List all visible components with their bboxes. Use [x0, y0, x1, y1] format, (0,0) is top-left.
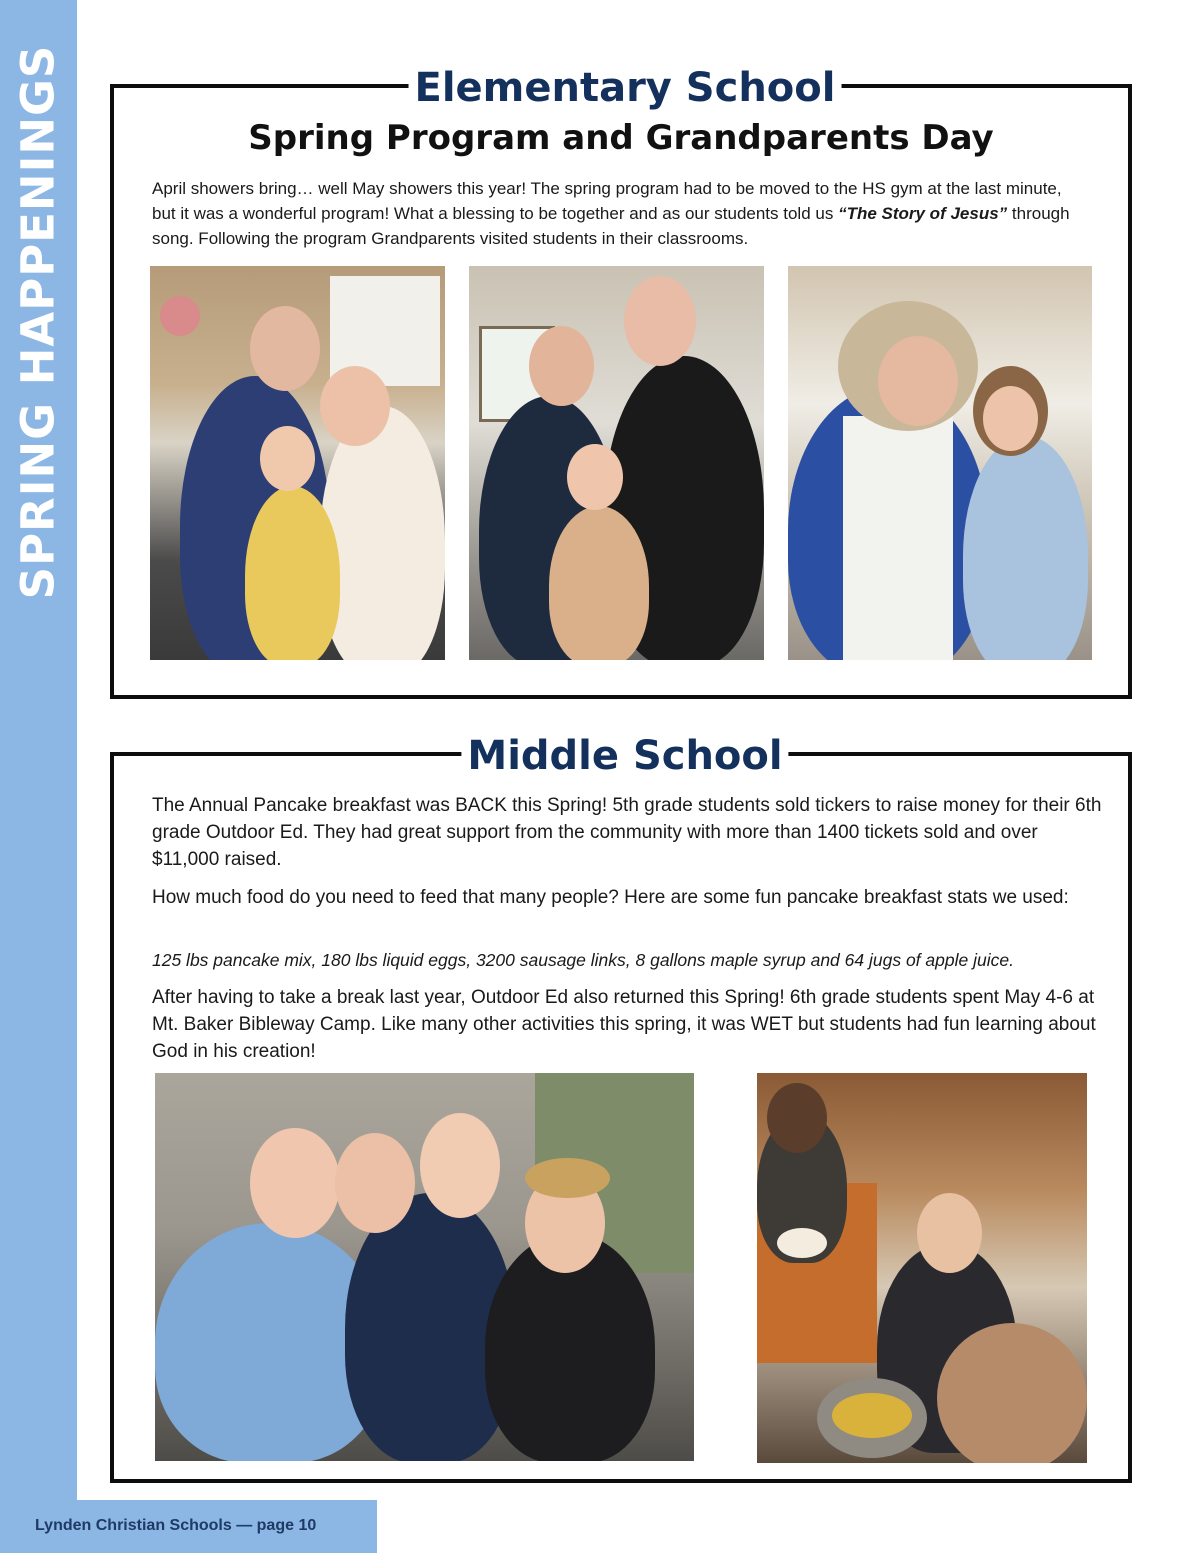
elementary-body-post: through song. Following the program Grandparents visited students in their classrooms. — [152, 204, 1070, 248]
photo-outdoor-ed — [155, 1073, 694, 1461]
photo-grandmother-girl — [788, 266, 1092, 660]
middle-section — [110, 733, 1132, 1483]
sidebar — [0, 0, 77, 1500]
elementary-body-pre: April showers bring… well May showers this year! The spring program had to be moved to the HS gym at the last minute, but it was a wonderful program! What a blessing to be together and as our students told us — [152, 179, 1062, 223]
footer-text: Lynden Christian Schools — page 10 — [35, 1517, 317, 1534]
middle-heading: Middle School — [461, 734, 788, 778]
middle-para-3: After having to take a break last year, Outdoor Ed also returned this Spring! 6th grade students spent May 4-6 at Mt. Baker Bibleway Camp. Like many other activities this spring, it was WET but students had fun learning about God in his creation! — [152, 987, 1096, 1062]
footer-bar — [0, 1500, 377, 1553]
elementary-body — [152, 176, 1072, 251]
middle-para-2: How much food do you need to feed that many people? Here are some fun pancake breakfast stats we used: — [152, 887, 1069, 908]
middle-para-1: The Annual Pancake breakfast was BACK this Spring! 5th grade students sold tickers to raise money for their 6th grade Outdoor Ed. They had great support from the community with more than 1400 tickets sold and over $11,000 raised. — [152, 795, 1102, 870]
elementary-heading: Elementary School — [409, 66, 842, 110]
elementary-section — [110, 65, 1132, 699]
elementary-subtitle: Spring Program and Grandparents Day — [248, 118, 994, 158]
sidebar-title: SPRING HAPPENINGS — [11, 44, 65, 600]
photo-grandparents-2 — [469, 266, 764, 660]
photo-pancake-breakfast — [757, 1073, 1087, 1463]
middle-stats: 125 lbs pancake mix, 180 lbs liquid eggs, 3200 sausage links, 8 gallons maple syrup and 64 jugs of apple juice. — [152, 950, 1014, 970]
elementary-body-emph: “The Story of Jesus” — [838, 204, 1008, 223]
photo-grandparents-1 — [150, 266, 445, 660]
